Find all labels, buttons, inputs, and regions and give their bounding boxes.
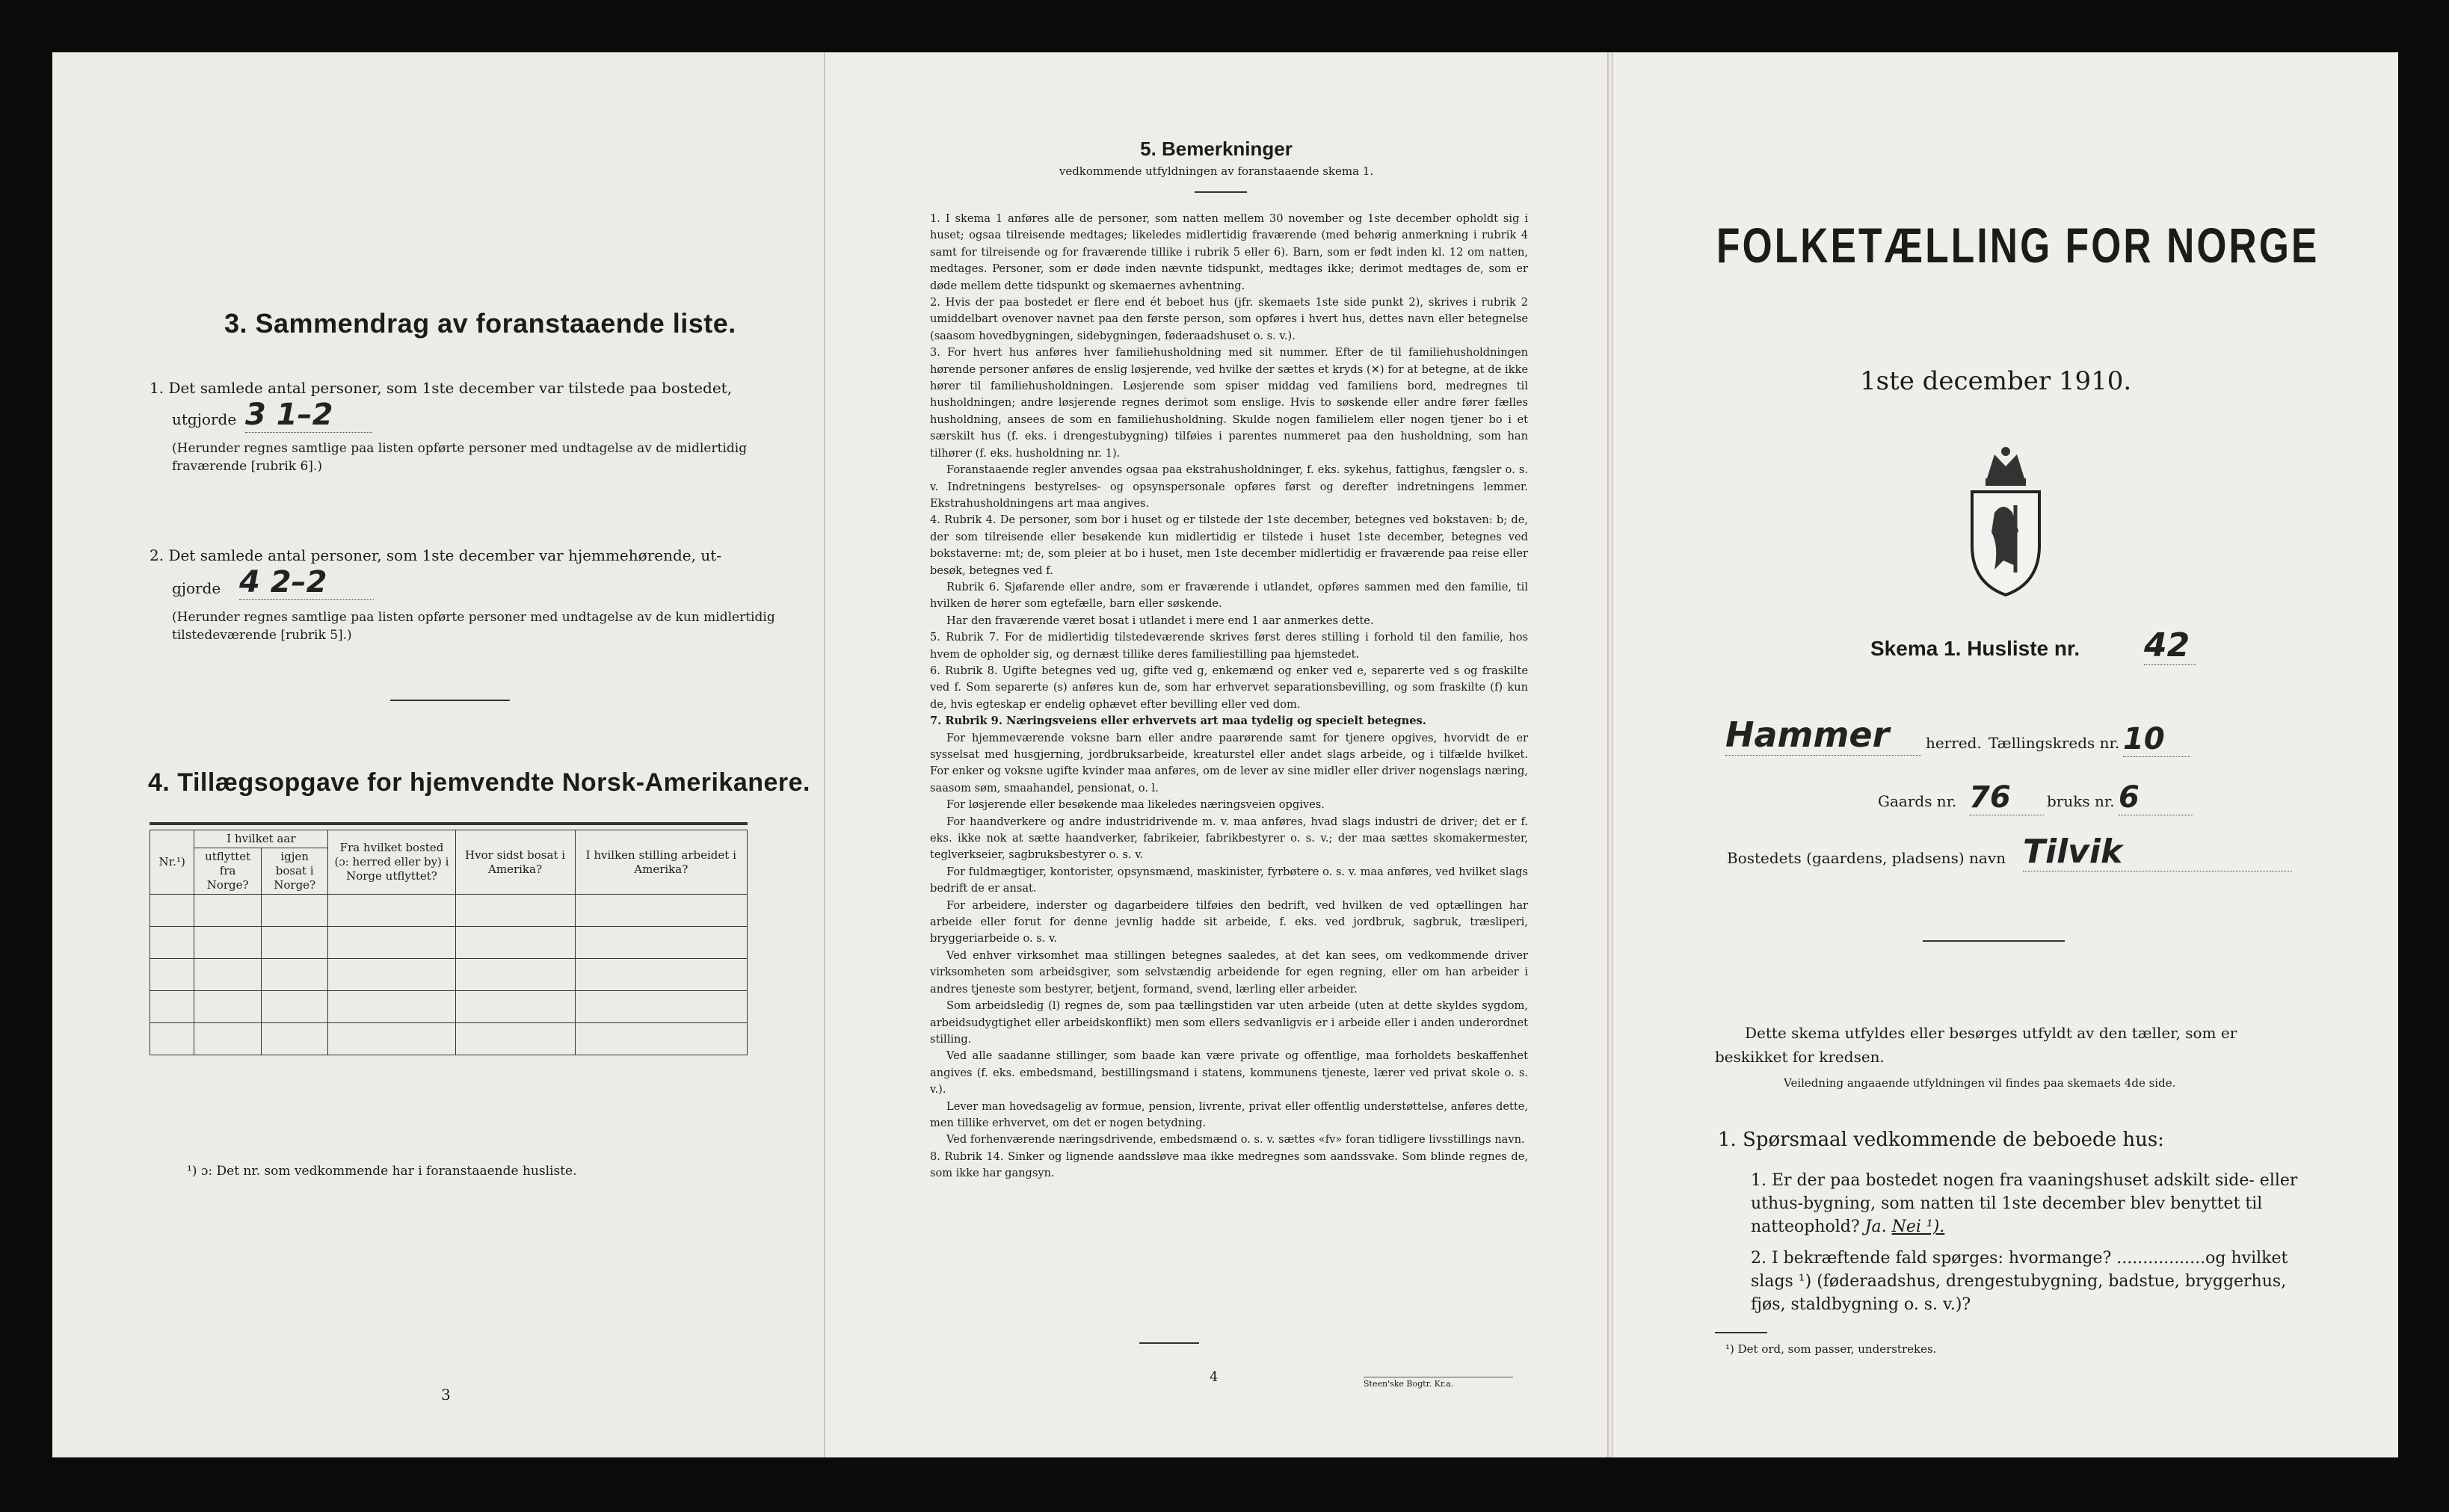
section3-item2-value: 4 2–2 — [239, 565, 374, 600]
section3-item1-prefix: utgjorde — [172, 410, 237, 428]
section3-item1-note: (Herunder regnes samtlige paa listen opførte personer med undtagelse av de midlertidig fraværende [rubrik 6].) — [172, 441, 748, 474]
skema-label: Skema 1. Husliste nr. — [1870, 637, 2080, 660]
remark-3: 3. For hvert hus anføres hver familiehusholdning med sit nummer. Efter de til familiehusholdningen hørende personer anføres de enslig løsjerende, ved hvilke der sættes et kryds (✕) for at betegne, at de ikke hører til familiehusholdningen. Løsjerende som spiser middag ved familiens bord, medregnes til husholdningen; andre løsjerende regnes derimot som enslige. Hvis to søskende eller andre fører fælles husholdning, ansees de som en familiehusholdning. Skulde nogen familielem eller nogen tjener bo i et særskilt hus (f. eks. i drengestubygning) tilføies i parentes nummeret paa den husholdning, som han tilhører (f. eks. husholdning nr. 1). — [930, 346, 1528, 460]
col-stilling: I hvilken stilling arbeidet i Amerika? — [575, 830, 747, 895]
col-igjen: igjen bosat i Norge? — [261, 848, 328, 895]
section3-item2-prefix: gjorde — [172, 579, 221, 597]
right-footnote: ¹) Det ord, som passer, understrekes. — [1725, 1342, 1937, 1356]
section3-title: 3. Sammendrag av foranstaaende liste. — [224, 308, 736, 339]
remark-7e: For arbeidere, inderster og dagarbeidere tilføies den bedrift, ved hvilken de ved optællingen har arbeide eller forut for denne jevnlig hadde sit arbeide, f. eks. ved jordbruk, sagbruk, træsliperi, bryggeriarbeide o. s. v. — [930, 898, 1528, 945]
remark-7: 7. Rubrik 9. Næringsveiens eller erhvervets art maa tydelig og specielt betegnes. — [930, 715, 1426, 728]
gaards-value: 76 — [1969, 780, 2044, 815]
herred-value: Hammer — [1725, 715, 1921, 756]
col-fra: Fra hvilket bosted (ɔ: herred eller by) i Norge utflyttet? — [328, 830, 455, 895]
table-row — [150, 1023, 748, 1055]
end-rule — [1139, 1342, 1199, 1344]
table-top-rule — [150, 822, 748, 825]
bosted-value: Tilvik — [2023, 833, 2292, 871]
census-title: FOLKETÆLLING FOR NORGE — [1716, 217, 2320, 273]
page-right — [1613, 52, 2398, 1457]
table-row — [150, 927, 748, 959]
bemerkninger-subtitle: vedkommende utfyldningen av foranstaaende skema 1. — [1059, 164, 1374, 178]
divider — [390, 700, 510, 701]
table-row — [150, 991, 748, 1023]
remark-7b: For løsjerende eller besøkende maa likeledes næringsveien opgives. — [946, 798, 1325, 812]
intro-small: Veiledning angaaende utfyldningen vil findes paa skemaets 4de side. — [1784, 1076, 2176, 1090]
questions-title: 1. Spørsmaal vedkommende de beboede hus: — [1718, 1129, 2164, 1151]
col-hvor: Hvor sidst bosat i Amerika? — [455, 830, 575, 895]
remark-8: 8. Rubrik 14. Sinker og lignende aandssløve maa ikke medregnes som aandssvake. Som blinde regnes de, som ikke har gangsyn. — [930, 1150, 1528, 1180]
husliste-nr: 42 — [2144, 626, 2196, 665]
table-row — [150, 895, 748, 927]
remark-7f: Ved enhver virksomhet maa stillingen betegnes saaledes, at det kan sees, om vedkommende driver virksomheten som arbeidsgiver, som selvstændig arbeidende for egen regning, eller om han arbeider i andres tjeneste som bestyrer, betjent, formand, svend, lærling eller arbeider. — [930, 948, 1528, 996]
census-date: 1ste december 1910. — [1860, 366, 2132, 396]
remark-7j: Ved forhenværende næringsdrivende, embedsmænd o. s. v. sættes «fv» foran tidligere livsstillings navn. — [946, 1133, 1525, 1147]
question-1-ja: Ja. — [1864, 1218, 1887, 1236]
question-1-nei: Nei ¹). — [1891, 1218, 1945, 1236]
remark-7g: Som arbeidsledig (l) regnes de, som paa tællingstiden var uten arbeide (uten at dette skyldes sygdom, arbeidsudygtighet eller arbeidskonflikt) men som ellers sedvanligvis er i arbeide eller i anden underordnet stilling. — [930, 999, 1528, 1046]
footnote-rule — [1715, 1332, 1767, 1333]
page-number-4: 4 — [1210, 1369, 1219, 1385]
remark-7h: Ved alle saadanne stillinger, som baade kan være private og offentlige, maa forholdets beskaffenhet angives (f. eks. embedsmand, bestillingsmand i statens, kommunens tjeneste, lærer ved privat skole o. s. v.). — [930, 1049, 1528, 1096]
printer-note: Steen'ske Bogtr. Kr.a. — [1364, 1377, 1513, 1389]
page-number-3: 3 — [441, 1386, 451, 1404]
bruks-label: bruks nr. — [2047, 792, 2115, 810]
col-nr: Nr.¹) — [150, 830, 194, 895]
remark-7a: For hjemmeværende voksne barn eller andre paarørende samt for tjenere opgives, hvorvidt de er sysselsat med husgjerning, jordbruksarbeide, kreaturstel eller andet slags arbeide, og i tilfælde hvilket. For enker og voksne ugifte kvinder maa anføres, om de lever av sine midler eller driver nogenslags næring, saasom søm, smaahandel, pensionat, o. l. — [930, 731, 1528, 794]
remark-4: 4. Rubrik 4. De personer, som bor i huset og er tilstede der 1ste december, betegnes ved bokstaven: b; de, der som tilreisende eller besøkende kun midlertidig er tilstede i huset 1ste december, betegnes ved bokstaverne: mt; de, som pleier at bo i huset, men 1ste december midlertidig er fraværende paa reise eller besøk, betegnes ved f. — [930, 513, 1528, 577]
remark-7i: Lever man hovedsagelig av formue, pension, livrente, privat eller offentlig understøttelse, anføres dette, men tillike erhvervet, om det er nogen betydning. — [930, 1099, 1528, 1129]
remark-7d: For fuldmægtiger, kontorister, opsynsmænd, maskinister, fyrbøtere o. s. v. maa anføres, ved hvilket slags bedrift de er ansat. — [930, 865, 1528, 895]
page-middle — [825, 52, 1607, 1457]
question-1 — [1751, 1169, 2304, 1238]
bemerkninger-title: 5. Bemerkninger — [1140, 138, 1293, 160]
remark-5: 5. Rubrik 7. For de midlertidig tilstedeværende skrives først deres stilling i forhold til den familie, hos hvem de opholder sig, og dernæst tillike deres familiestilling paa hjemstedet. — [930, 631, 1528, 661]
col-utflyttet: utflyttet fra Norge? — [194, 848, 262, 895]
subtitle-rule — [1195, 191, 1247, 193]
table-footnote: ¹) ɔ: Det nr. som vedkommende har i foranstaaende husliste. — [187, 1164, 577, 1179]
tk-value: 10 — [2123, 722, 2190, 757]
table-row — [150, 959, 748, 991]
question-1-text: 1. Er der paa bostedet nogen fra vaaningshuset adskilt side- eller uthus-bygning, som natten til 1ste december blev benyttet til natteophold? — [1751, 1171, 2298, 1236]
tk-label: Tællingskreds nr. — [1989, 734, 2120, 752]
remark-4b: Rubrik 6. Sjøfarende eller andre, som er fraværende i utlandet, opføres sammen med den familie, til hvilken de hører som egtefælle, barn eller søskende. — [930, 580, 1528, 611]
remark-1: 1. I skema 1 anføres alle de personer, som natten mellem 30 november og 1ste december opholdt sig i huset; ogsaa tilreisende medtages; likeledes midlertidig fraværende (med behørig anmerkning i rubrik 4 samt for tilreisende og for fraværende tillike i rubrik 5 eller 6). Barn, som er født inden kl. 12 om natten, medtages. Personer, som er døde inden nævnte tidspunkt, medtages ikke; derimot medtages de, som er døde mellem dette tidspunkt og skemaernes avhentning. — [930, 212, 1528, 292]
ornament-rule — [1923, 940, 2065, 942]
herred-label: herred. — [1926, 734, 1982, 752]
remark-7c: For haandverkere og andre industridrivende m. v. maa anføres, hvad slags industri de driver; det er f. eks. ikke nok at sætte haandverker, fabrikeier, fabrikbestyrer o. s. v.; der maa sættes skomakermester, teglverkseier, sagbruksbestyrer o. s. v. — [930, 815, 1528, 862]
section3-item2-text: 2. Det samlede antal personer, som 1ste december var hjemmehørende, ut- — [150, 546, 721, 564]
bosted-label: Bostedets (gaardens, pladsens) navn — [1727, 849, 2006, 867]
section3-item2-note: (Herunder regnes samtlige paa listen opførte personer med undtagelse av de kun midlertidig tilstedeværende [rubrik 5].) — [172, 610, 775, 643]
gaards-label: Gaards nr. — [1878, 792, 1957, 810]
norsk-amerikanere-table — [150, 830, 748, 1055]
page-left — [52, 52, 824, 1457]
remark-2: 2. Hvis der paa bostedet er flere end ét beboet hus (jfr. skemaets 1ste side punkt 2), skrives i rubrik 2 umiddelbart ovenover navnet paa den første person, som opføres i hvert hus, dettes navn eller betegnelse (saasom hovedbygningen, sidebygningen, føderaadshuset o. s. v.). — [930, 296, 1528, 342]
section3-item1-text: 1. Det samlede antal personer, som 1ste december var tilstede paa bostedet, — [150, 379, 733, 397]
remark-6: 6. Rubrik 8. Ugifte betegnes ved ug, gifte ved g, enkemænd og enker ved e, separerte ved s og fraskilte ved f. Som separerte (s) anføres kun de, som har erhvervet separationsbevilling, og som fraskilte (f) kun de, hvis egteskap er endelig ophævet efter bevilling eller ved dom. — [930, 664, 1528, 711]
remark-3b: Foranstaaende regler anvendes ogsaa paa ekstrahusholdninger, f. eks. sykehus, fattighus, fængsler o. s. v. Indretningens bestyrelses- og opsynspersonale opføres først og derefter indretningens lemmer. Ekstrahusholdningens art maa angives. — [930, 463, 1528, 510]
bemerkninger-body — [930, 211, 1528, 1182]
page-fold — [1607, 52, 1613, 1457]
question-2: 2. I bekræftende fald spørges: hvormange? .................og hvilket slags ¹) (føderaadshus, drengestubygning, badstue, bryggerhus, fjøs, staldbygning o. s. v.)? — [1751, 1249, 2288, 1314]
section4-title: 4. Tillægsopgave for hjemvendte Norsk-Amerikanere. — [148, 768, 810, 797]
bruks-value: 6 — [2119, 780, 2193, 815]
coat-of-arms-icon — [1965, 441, 2047, 598]
intro-text: Dette skema utfyldes eller besørges utfyldt av den tæller, som er beskikket for kredsen. — [1715, 1024, 2237, 1066]
col-group-aar: I hvilket aar — [194, 830, 328, 848]
section3-item1-value: 3 1–2 — [245, 398, 372, 433]
remark-4c: Har den fraværende været bosat i utlandet i mere end 1 aar anmerkes dette. — [946, 614, 1374, 627]
